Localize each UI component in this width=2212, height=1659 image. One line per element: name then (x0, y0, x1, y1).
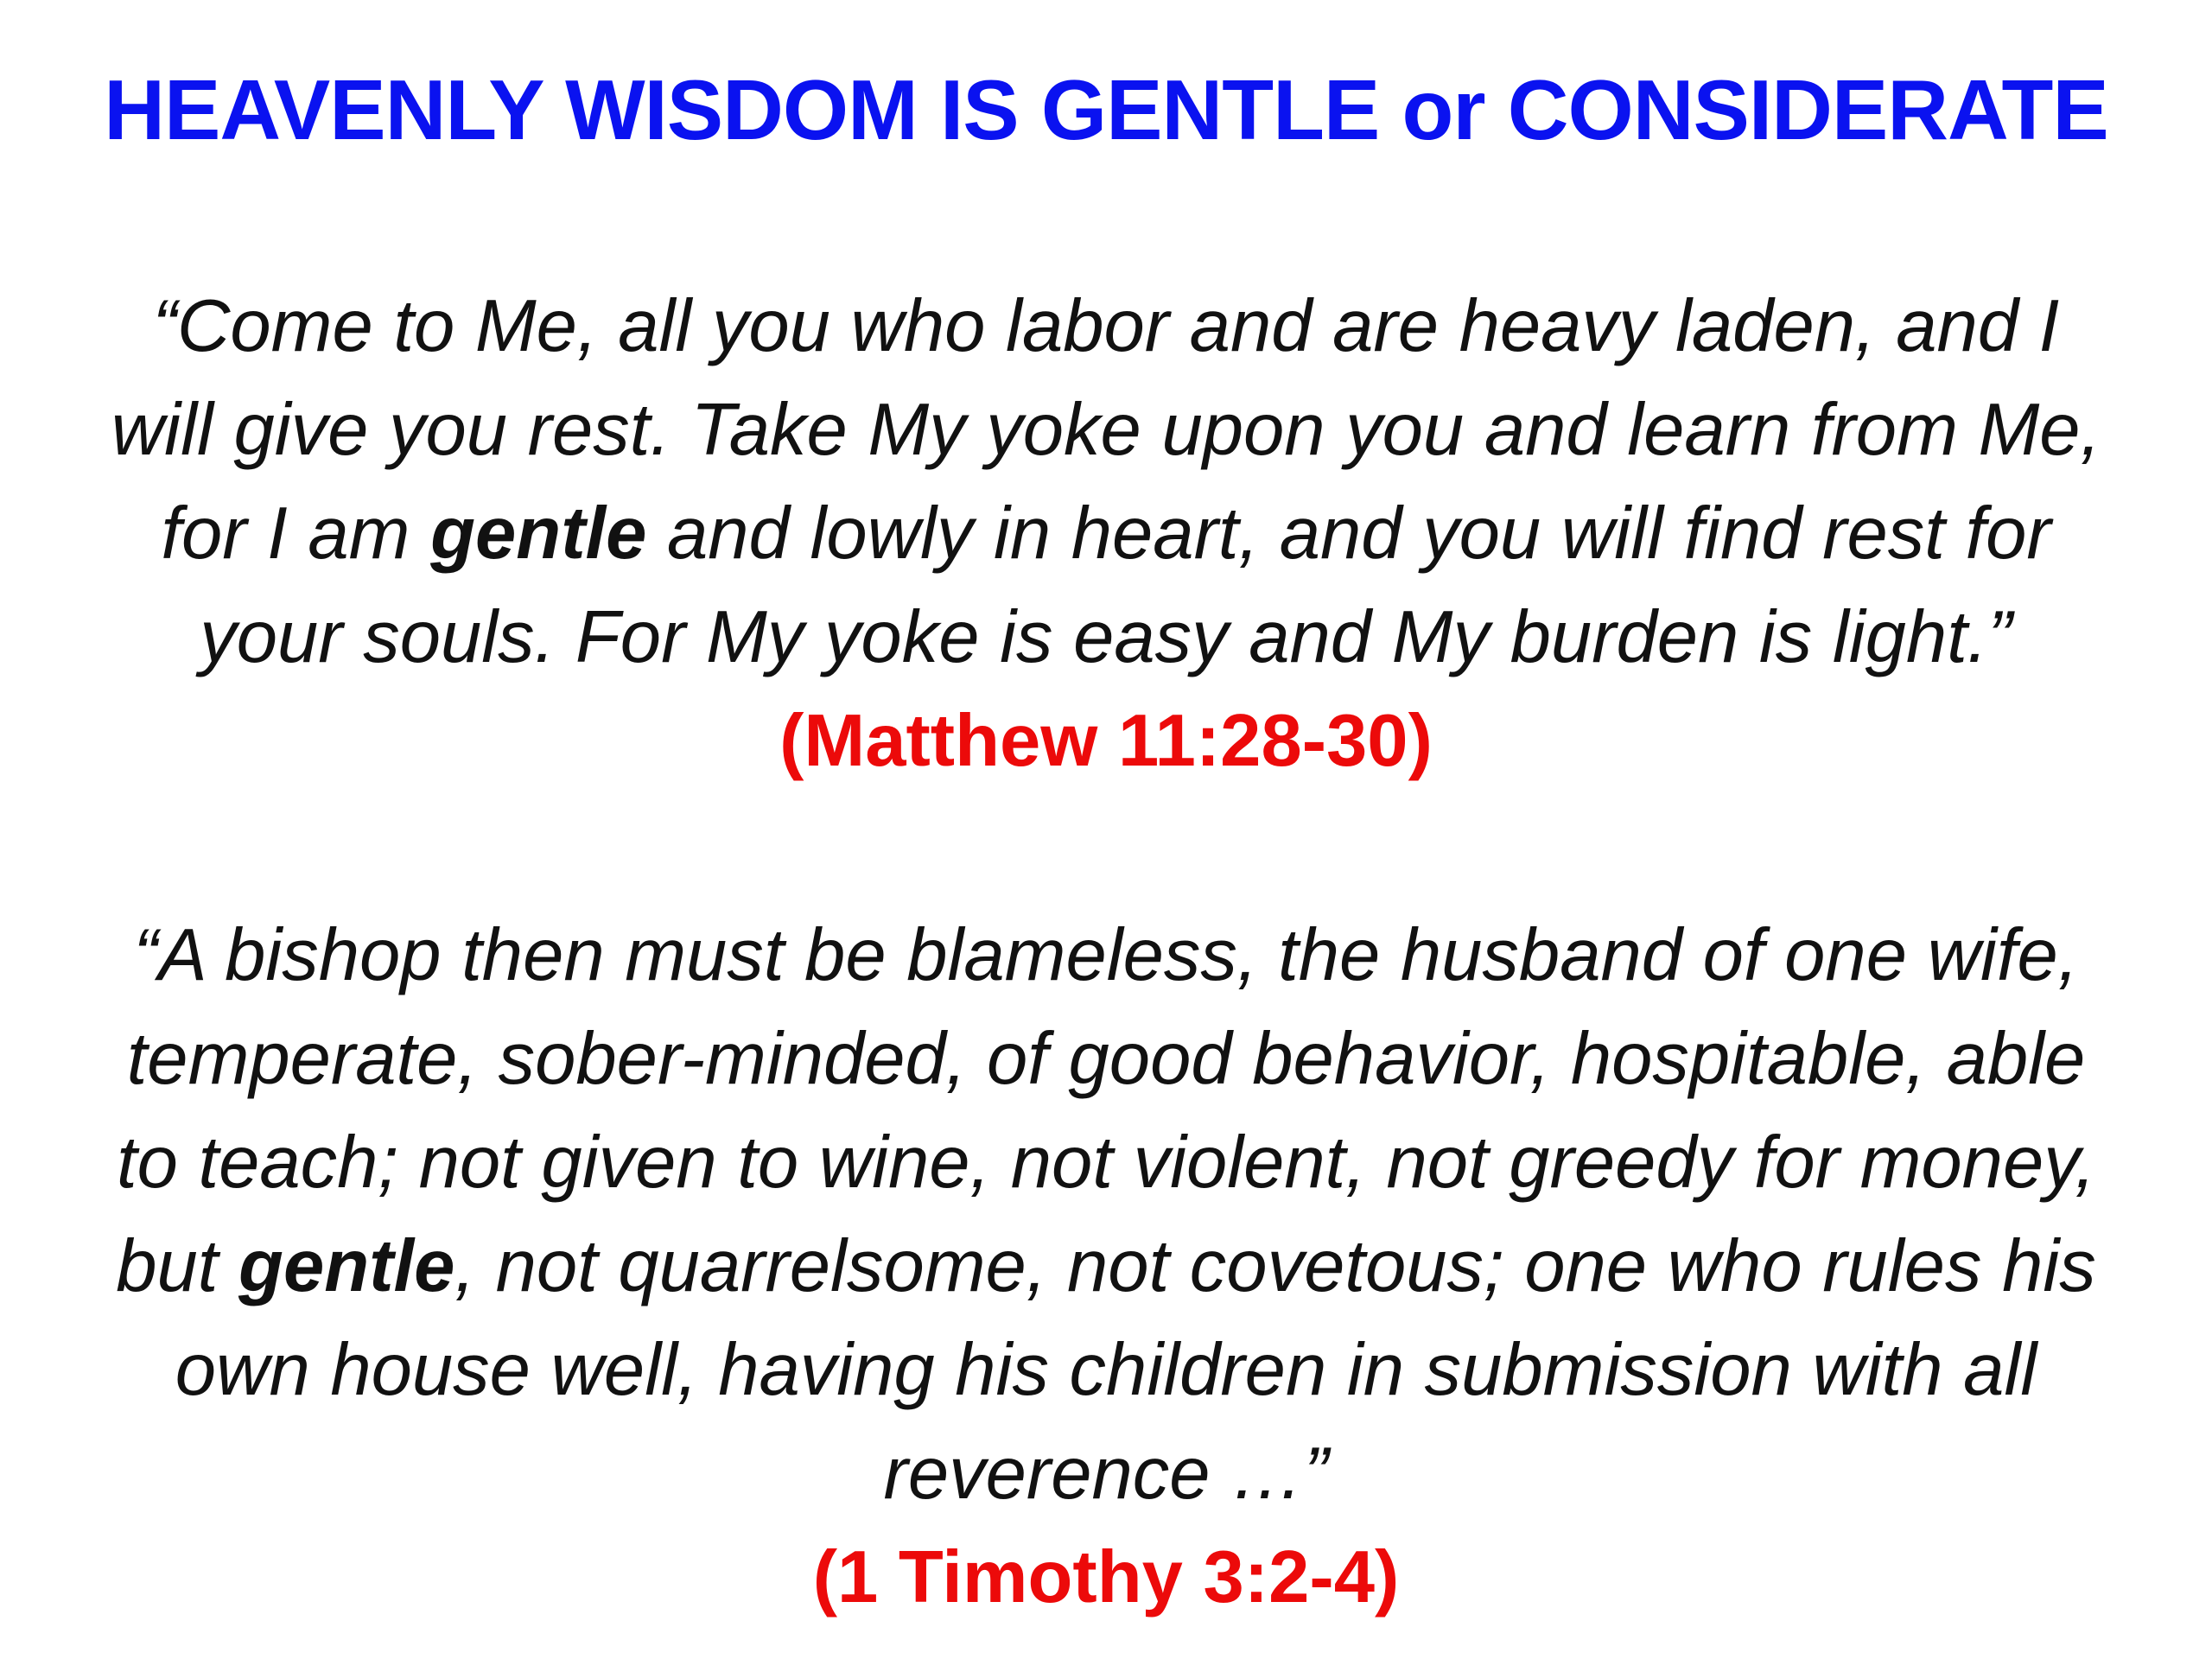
quote-matthew (95, 275, 2117, 793)
quote-text-after: , not quarrelsome, not covetous; one who rules his own house well, having his children in submission with all reverence …” (175, 1225, 2096, 1515)
scripture-reference: (Matthew 11:28-30) (779, 700, 1433, 782)
quote-emphasis-word: gentle (238, 1225, 455, 1307)
quote-text-before: “A bishop then must be blameless, the husband of one wife, temperate, sober-minded, of good behavior, hospitable, able to teach; not given to wine, not violent, not greedy for money, but (116, 914, 2096, 1307)
quote-text-before: “Come to Me, all you who labor and are heavy laden, and I will give you rest. Take My yoke upon you and learn from Me, for I am (111, 285, 2101, 575)
slide-title: HEAVENLY WISDOM IS GENTLE or CONSIDERATE (104, 62, 2108, 157)
scripture-reference: (1 Timothy 3:2-4) (812, 1536, 1400, 1618)
quote-timothy (95, 904, 2117, 1630)
quote-emphasis-word: gentle (430, 493, 647, 575)
quote-text-after: and lowly in heart, and you will find rest for your souls. For My yoke is easy and My burden is light.” (200, 493, 2051, 678)
